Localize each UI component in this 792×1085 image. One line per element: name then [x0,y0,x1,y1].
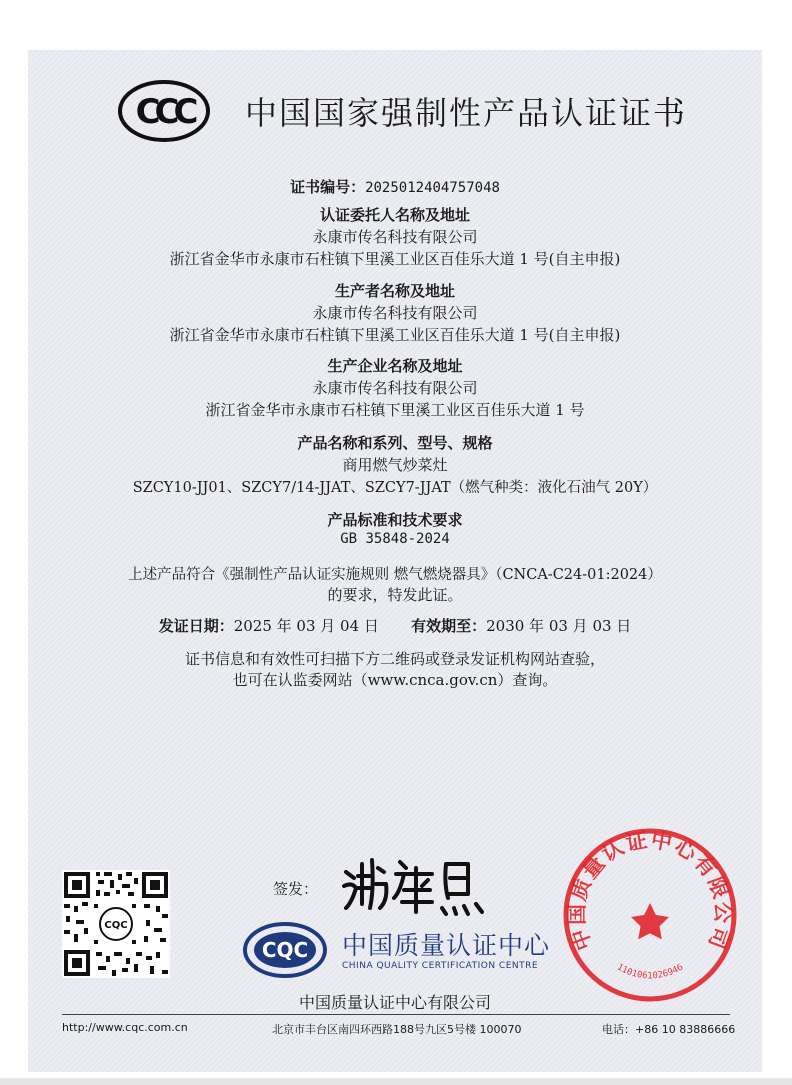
certificate-number-row [28,176,762,197]
certificate-title: 中国国家强制性产品认证证书 [245,94,688,132]
footer-url[interactable]: http://www.cqc.com.cn [62,1021,188,1034]
certificate-number-label: 证书编号： [290,178,366,196]
product-models: SZCY10-JJ01、SZCY7/14-JJAT、SZCY7-JJAT（燃气种类：液化石油气 20Y） [132,480,658,496]
cqc-logo-text: CQC [261,938,309,962]
applicant-address: 浙江省金华市永康市石柱镇下里溪工业区百佳乐大道 1 号(自主申报) [169,250,621,268]
page-bottom-border [0,1078,792,1085]
expiry-date-label: 有效期至： [411,617,487,635]
issuer-name-en: CHINA QUALITY CERTIFICATION CENTRE [342,961,539,971]
manufacturer-label: 生产者名称及地址 [334,282,455,300]
issuer-company: 中国质量认证中心有限公司 [298,993,491,1012]
ccc-mark-text: CCC [135,92,193,132]
conformity-statement-line1: 上述产品符合《强制性产品认证实施规则 燃气燃烧器具》（CNCA-C24-01:2024） [128,567,662,583]
manufacturer-name: 永康市传名科技有限公司 [312,304,478,322]
footer-divider [62,1014,730,1015]
issuer-name-cn: 中国质量认证中心 [342,931,551,960]
factory-address: 浙江省金华市永康市石柱镇下里溪工业区百佳乐大道 1 号 [205,401,585,419]
product-label: 产品名称和系列、型号、规格 [297,434,493,452]
issue-date: 2025 年 03 月 04 日 [233,617,379,635]
qr-code[interactable] [62,870,170,978]
qr-center-logo: CQC [104,920,128,931]
seal-code: 1101061026946 [614,962,686,982]
footer-address: 北京市丰台区南四环西路188号九区5号楼 100070 [272,1023,522,1036]
manufacturer-address: 浙江省金华市永康市石柱镇下里溪工业区百佳乐大道 1 号(自主申报) [169,326,621,344]
verification-note-line2: 也可在认监委网站（www.cnca.gov.cn）查询。 [232,671,558,689]
sign-label: 签发： [273,880,319,898]
official-seal-stamp [560,825,740,1005]
applicant-label: 认证委托人名称及地址 [319,206,470,224]
conformity-statement-line2: 的要求，特发此证。 [327,586,463,604]
expiry-date: 2030 年 03 月 03 日 [486,617,632,635]
seal-star-icon [631,903,669,939]
standard-value: GB 35848-2024 [340,531,450,547]
issue-date-label: 发证日期： [158,617,234,635]
factory-label: 生产企业名称及地址 [327,357,463,375]
certificate-number: 2025012404757048 [365,180,500,196]
product-name: 商用燃气炒菜灶 [342,456,448,474]
signature-image [338,850,498,920]
ccc-mark-icon [118,80,210,142]
factory-name: 永康市传名科技有限公司 [312,379,478,397]
dates-row [28,615,762,636]
standard-label: 产品标准和技术要求 [327,511,463,529]
footer-phone: 电话：+86 10 83886666 [602,1023,736,1036]
verification-note-line1: 证书信息和有效性可扫描下方二维码或登录发证机构网站查验， [184,650,605,668]
cqc-logo-icon [243,922,327,978]
seal-text: 中国质量认证中心有限公司 [564,827,736,954]
applicant-name: 永康市传名科技有限公司 [312,228,478,246]
